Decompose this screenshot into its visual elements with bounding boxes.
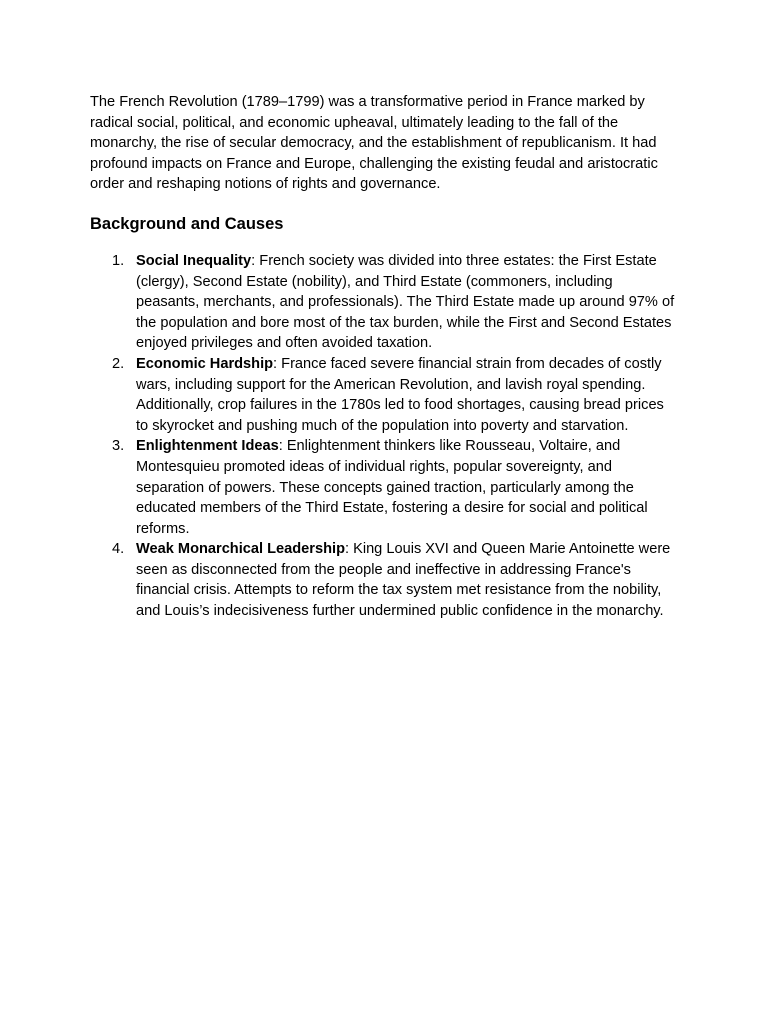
list-item-text: : Enlightenment thinkers like Rousseau, Voltaire, and Montesquieu promoted ideas of individual rights, popular sovereignty, and separation of powers. These concepts gained traction, particularly among the educated members of the Third Estate, fostering a desire for social and political reforms. — [136, 438, 648, 537]
list-item-text: : French society was divided into three estates: the First Estate (clergy), Second Estate (nobility), and Third Estate (commoners, including peasants, merchants, and professionals). The Third Estate made up around 97% of the population and bore most of the tax burden, while the First and Second Estates enjoyed privileges and often avoided taxation. — [136, 252, 675, 352]
list-item-title: Weak Monarchical Leadership — [136, 541, 345, 558]
list-item-title: Social Inequality — [136, 252, 252, 269]
list-item — [90, 436, 678, 539]
list-item-title: Enlightenment Ideas — [136, 438, 279, 455]
list-item-text: : King Louis XVI and Queen Marie Antoinette were seen as disconnected from the people and ineffective in addressing France's financial crisis. Attempts to reform the tax system met resistance from the nobility, and Louis’s indecisiveness further undermined public confidence in the monarchy. — [136, 541, 671, 620]
list-item-title: Economic Hardship — [136, 355, 274, 372]
intro-paragraph: The French Revolution (1789–1799) was a transformative period in France marked by radical social, political, and economic upheaval, ultimately leading to the fall of the monarchy, the rise of secular democracy, and the establishment of republicanism. It had profound impacts on France and Europe, challenging the existing feudal and aristocratic order and reshaping notions of rights and governance. — [90, 94, 658, 193]
list-item-number: 1. — [112, 252, 125, 269]
list-item — [90, 251, 678, 354]
list-item-number: 3. — [112, 438, 125, 455]
list-item-text: : France faced severe financial strain from decades of costly wars, including support for the American Revolution, and lavish royal spending. Additionally, crop failures in the 1780s led to food shortages, causing bread prices to skyrocket and pushing much of the population into poverty and starvation. — [136, 355, 664, 434]
causes-list — [90, 251, 678, 622]
list-item — [90, 354, 678, 436]
section-heading: Background and Causes — [90, 214, 284, 233]
list-item-number: 2. — [112, 355, 125, 372]
list-item — [90, 539, 678, 621]
list-item-number: 4. — [112, 541, 125, 558]
